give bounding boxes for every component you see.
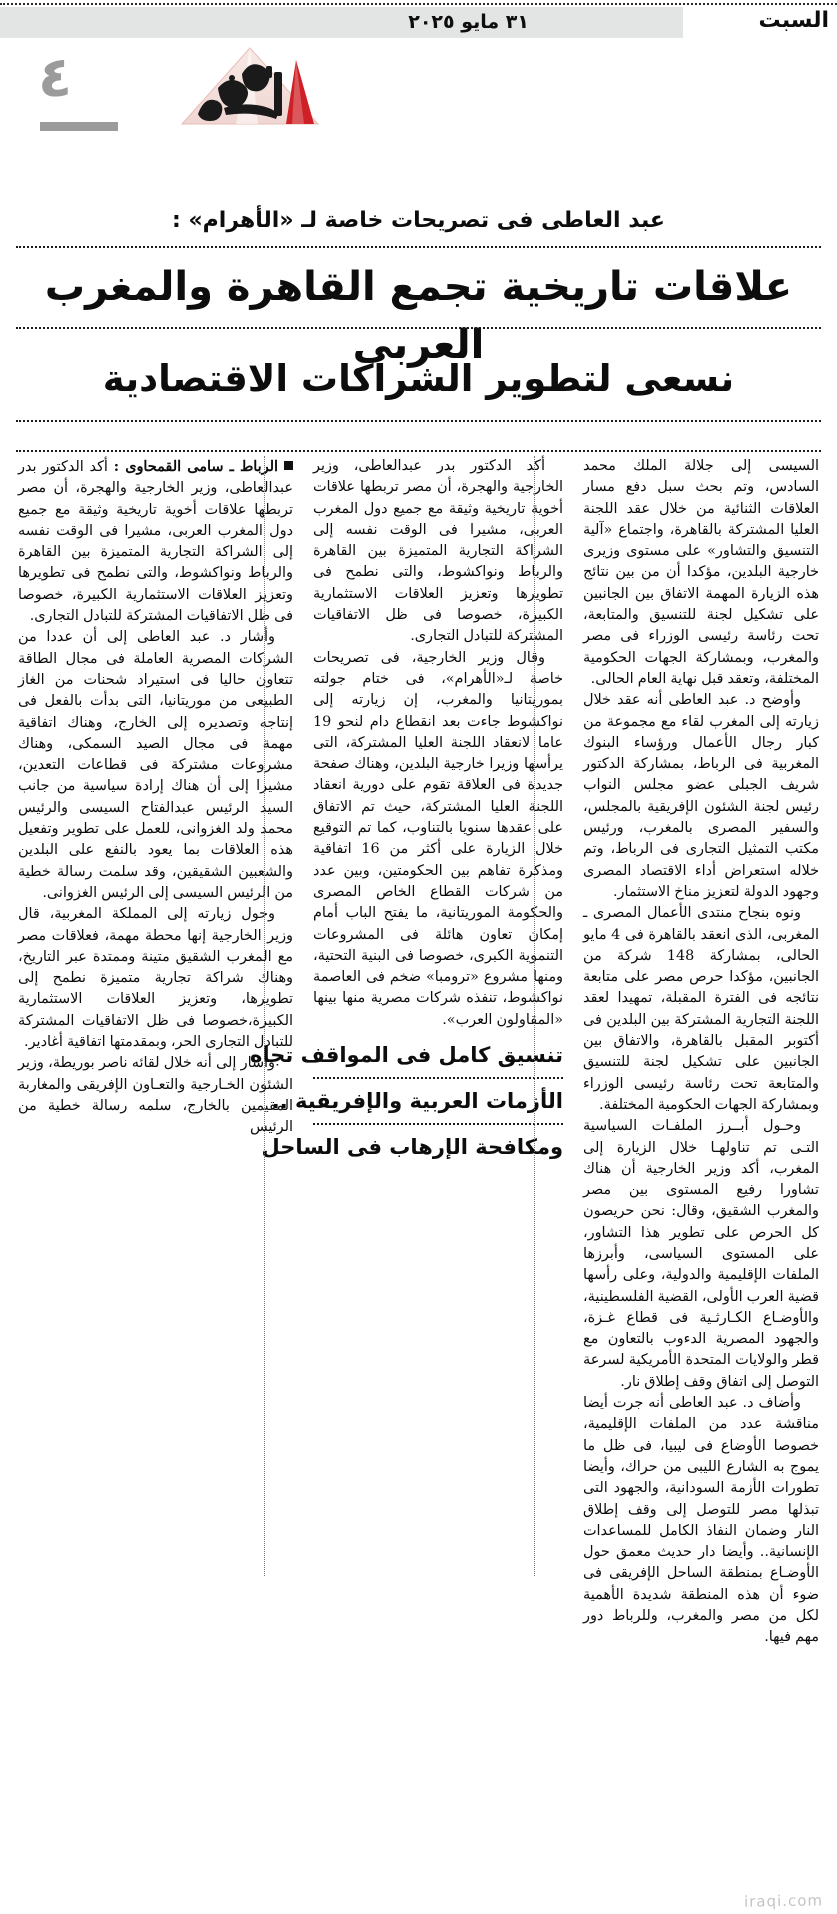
secondary-headline: نسعى لتطوير الشراكات الاقتصادية <box>102 357 735 400</box>
column-middle <box>249 456 573 1906</box>
column-divider <box>534 456 535 1576</box>
column-right <box>573 456 825 1906</box>
lead-paragraph <box>18 456 293 627</box>
paragraph: وأشار إلى أنه خلال لقائه ناصر بوريطة، وزير الشئون الخـارجية والتعـاون الإفريقى والمغاربة المقيمين بالخارج، سلمه رسالة خطية من الرئيس <box>18 1055 293 1136</box>
watermark: iraqi.com <box>743 1891 824 1911</box>
paragraph: السيسى إلى جلالة الملك محمد السادس، وتم بحث سبل دفع مسار العلاقات الثنائية من خلال عقد اللجنة العليا المشتركة بالقاهرة، واجتماع «آلية التنسيق والتشاور» على مستوى وزيرى خارجية البلدين، مؤكدا أن من بين نتائج هذه الزيارة المهمة الاتفاق بين الجانبين على تشكيل لجنة للتنسيق والمتابعة، تحت رئاسة رئيسى الوزراء فى مصر والمغرب، وبمشاركة الجهات الحكومية المختلفة، وتعقد قبل نهاية العام الحالى. <box>583 458 819 687</box>
page-number-rule <box>40 122 118 131</box>
rule-above-body <box>16 450 821 452</box>
rule-under-main-headline <box>16 327 821 329</box>
masthead-bar <box>0 0 837 40</box>
paragraph: أكد الدكتور بدر عبدالعاطى، وزير الخارجية والهجرة، أن مصر تربطها علاقات أخوية تاريخية وثيقة مع جميع دول المغرب العربى، مشيرا فى الوقت نفسه إلى الشراكة التجارية المتميزة بين القاهرة والرباط ونواكشوط، والتى نطمح فى تطويرها وتعزيز العلاقات الاستثمارية الكبيرة، خصوصا فى ظل الاتفاقيات المشتركة للتبادل التجارى. <box>313 458 563 645</box>
subhead-rule <box>313 1123 563 1125</box>
paragraph: وأشار د. عبد العاطى إلى أن عددا من الشركات المصرية العاملة فى مجال الطاقة تتعاون حاليا فى استيراد شحنات من الغاز الطبيعى من موريتانيا، التى بدأت بالفعل فى إنتاجه وتصديره إلى الخارج، وهناك اتفاقية مهمة فى مجال الصيد السمكى، وهناك مشروعات مشتركة فى قطاعات التعدين، مشيرا إلى أن هناك إرادة سياسية من جانب السيد الرئيس عبدالفتاح السيسى والرئيس محمد ولد الغزوانى، للعمل على تطوير وتفعيل هذه العلاقات بما يعود بالنفع على البلدين والشعبين الشقيقين، وقد سلمت رسالة خطية من الرئيس السيسى إلى الرئيس الغزوانى. <box>18 629 293 901</box>
subhead-line-2: الأزمات العربية والإفريقية .. <box>271 1089 563 1114</box>
paragraph: وقال وزير الخارجية، فى تصريحات خاصة لـ«الأهرام»، فى ختام جولته بموريتانيا والمغرب، إن زيارته إلى نواكشوط جاءت بعد انقطاع دام لنحو 19 عاما لانعقاد اللجنة العليا المشتركة، التى يرأسها وزيرا خارجية البلدين، وهناك صفحة جديدة فى العلاقة تقوم على دورية انعقاد اللجنة العليا المشتركة، حيث تم الاتفاق على عقدها سنويا بالتناوب، كما تم التوقيع خلال الزيارة على أكثر من 16 اتفاقية ومذكرة تفاهم بين الحكومتين، وبين عدد من شركات القطاع الخاص المصرى والحكومة الموريتانية، ما يفتح الباب أمام إمكان تعاون هائلة فى المشروعات التنموية الكبرى، خصوصا فى البنية التحتية، ومنها مشروع «ترومبا» ضخم فى العاصمة نواكشوط، تنفذه شركات مصرية منها بينها «المقاولون العرب». <box>313 649 563 1028</box>
date-label: ٣١ مايو ٢٠٢٥ <box>408 11 529 33</box>
paragraph: وحـول أبــرز الملفـات السياسية التـى تم تناولهـا خلال الزيارة إلى المغرب، أكد وزير الخارجية أن هناك تشاورا رفيع المستوى بين مصر والمغرب الشقيق، وقال: نحن حريصون كل الحرص على تطوير هذا التشاور، على المستوى السياسى، وأبرزها الملفات الإقليمية والدولية، وعلى رأسها قضية العرب الأولى، القضية الفلسطينية، والأوضـاع الكـارثـية فى قطاع غـزة، والجهود المصرية الدءوب بالتعاون مع قطر والولايات المتحدة الأمريكية لسرعة التوصل إلى اتفاق وقف إطلاق نار. <box>583 1118 819 1390</box>
rule-under-secondary-headline <box>16 420 821 422</box>
subhead-block <box>249 1039 563 1164</box>
paragraph: وحول زيارته إلى المملكة المغربية، قال وزير الخارجية إنها محطة مهمة، فعلاقات مصر مع المغرب الشقيق متينة وممتدة عبر التاريخ، وهناك شراكة تجارية متميزة نطمح إلى تطويرها، وتعزيز العلاقات الاستثمارية الكبيرة،خصوصا فى ظل الاتفاقيات المشتركة للتبادل التجارى الحر، وبمقدمتها اتفاقية أغادير. <box>18 906 293 1051</box>
subhead-line-1: تنسيق كامل فى المواقف تجاه <box>249 1043 563 1068</box>
kicker-wrap <box>16 206 821 236</box>
main-headline: علاقات تاريخية تجمع القاهرة والمغرب العربى <box>44 264 793 368</box>
subhead-line-3: ومكافحة الإرهاب فى الساحل <box>261 1135 563 1160</box>
rule-under-kicker <box>16 246 821 248</box>
top-dotted-rule <box>0 3 837 5</box>
page-number: ٤ <box>38 45 73 110</box>
header-grey-strip <box>0 7 683 38</box>
paragraph: وأضاف د. عبد العاطى أنه جرت أيضا مناقشة عدد من الملفات الإقليمية، خصوصا الأوضاع فى ليبيا، فى ظل ما يموج به الشارع الليبى من حراك، وأيضا تطورات الأزمة السودانية، والجهود التى تبذلها مصر للتوصل إلى وقف إطلاق النار وضمان النفاذ الكامل للمساعدات الإنسانية.. وأيضا دار حديث معمق حول الأوضـاع بمنطقة الساحل الإفريقى فى ضوء أن هذه المنطقة شديدة الأهمية لكل من مصر والمغرب، وللرباط دور مهم فيها. <box>583 1395 819 1646</box>
day-label: السبت <box>758 8 829 33</box>
bullet-square-icon <box>284 461 293 470</box>
pyramid-icon <box>178 44 323 126</box>
kicker-headline: عبد العاطى فى تصريحات خاصة لـ «الأهرام» : <box>172 208 665 233</box>
column-divider <box>264 456 265 1576</box>
subhead-rule <box>313 1077 563 1079</box>
lead-text: أكد الدكتور بدر عبدالعاطى، وزير الخارجية والهجرة، أن مصر تربطها علاقات أخوية تاريخية وثيقة مع جميع دول المغرب العربى، مشيرا فى الوقت نفسه إلى الشراكة التجارية المتميزة بين القاهرة والرباط ونواكشوط، والتى نطمح فى تطويرها وتعزيز العلاقات الاستثمارية الكبيرة، خصوصا فى ظل الاتفاقيات المشتركة للتبادل التجارى. <box>18 459 293 625</box>
byline: الرباط ـ سامى القمحاوى : <box>113 458 279 475</box>
article-body <box>12 456 825 1906</box>
paragraph: وأوضح د. عبد العاطى أنه عقد خلال زيارته إلى المغرب لقاء مع مجموعة من كبار رجال الأعمال ورؤساء البنوك المغربية فى الرباط، بمشاركة الدكتور شريف الجبلى عضو مجلس النواب رئيس لجنة الشئون الإفريقية بالمجلس، والسفير المصرى بالمغرب، ورئيس مكتب التمثيل التجارى فى الرباط، وتم خلاله استعراض أداء الاقتصاد المصرى وجهود الدولة لتعزيز مناخ الاستثمار. <box>583 692 819 900</box>
column-left <box>12 456 303 1906</box>
logo-zone <box>0 44 837 164</box>
paragraph: ونوه بنجاح منتدى الأعمال المصرى ـ المغربى، الذى انعقد بالقاهرة فى 4 مايو الحالى، بمشاركة 148 شركة من الجانبين، مؤكدا حرص مصر على متابعة نتائجه فى الفترة المقبلة، تمهيدا لعقد اللجنة التجارية المشتركة بين البلدين فى أكتوبر المقبل بالقاهرة، والاتفاق بين الجانبين على تشكيل لجنة للتنسيق والمتابعة تحت رئاسة رئيسى الوزراء وبمشاركة الجهات الحكومية المختلفة. <box>583 905 819 1113</box>
